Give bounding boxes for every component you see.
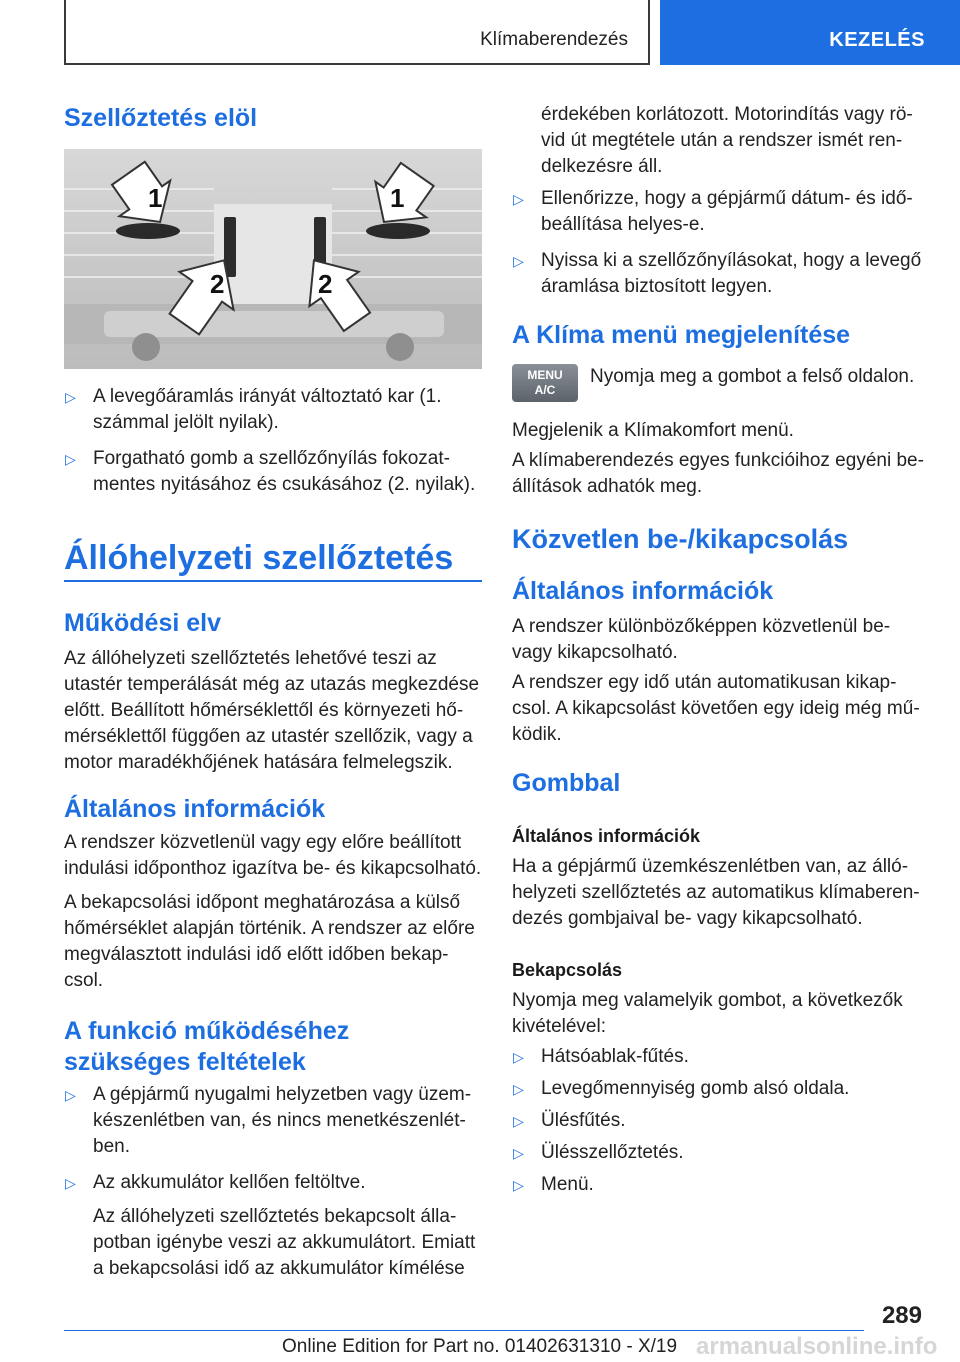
- general-paragraph-2: A bekapcsolási időpont meghatározása a külső hőmérséklet alapján történik. A rendszer az előre megválasztott indulási idő előtt időben bekap-csol.: [64, 892, 475, 991]
- footer-divider: [64, 1330, 864, 1331]
- image-label-1-right: 1: [390, 183, 405, 213]
- direct-title: Közvetlen be-/kikapcsolás: [512, 524, 849, 554]
- list-item: ▷ Ellenőrizze, hogy a gépjármű dátum- és idő-beállítása helyes-e.: [513, 188, 913, 235]
- list-item: ▷ Hátsóablak-fűtés.: [512, 1044, 932, 1070]
- on-exception-list: [512, 1044, 932, 1198]
- list-item: ▷ A gépjármű nyugalmi helyzetben vagy üzem-készenlétben van, és nincs menetkészenlét-ben.: [65, 1084, 472, 1157]
- image-label-2-left: 2: [210, 269, 225, 299]
- header-section-title: Klímaberendezés: [480, 29, 628, 50]
- requirements-title: A funkció működéséhez szükséges feltételek: [64, 1017, 350, 1076]
- image-label-2-right: 2: [318, 269, 333, 299]
- vent-image: [64, 149, 482, 369]
- front-vent-title: Szellőztetés elöl: [64, 104, 258, 132]
- button-paragraph: Ha a gépjármű üzemkészenlétben van, az álló-helyzeti szellőztetés az automatikus klímaberen-dezés gombjaival be- vagy kikapcsolható.: [512, 856, 920, 929]
- menu-ac-button-icon: MENU A/C: [512, 364, 578, 402]
- triangle-bullet-icon: ▷: [513, 1049, 524, 1065]
- footer-watermark: armanualsonline.info: [696, 1333, 938, 1360]
- list-item: ▷ Ülésfűtés.: [512, 1108, 932, 1134]
- vent-illustration: [64, 149, 482, 369]
- triangle-bullet-icon: ▷: [513, 1145, 524, 1161]
- button-title: Gombbal: [512, 769, 621, 797]
- triangle-bullet-icon: ▷: [513, 191, 524, 207]
- triangle-bullet-icon: ▷: [513, 1081, 524, 1097]
- general-title-right: Általános információk: [512, 577, 774, 605]
- title-divider: [64, 580, 482, 582]
- triangle-bullet-icon: ▷: [65, 389, 76, 405]
- on-title: Bekapcsolás: [512, 960, 623, 980]
- image-label-1-left: 1: [148, 183, 163, 213]
- principle-title: Működési elv: [64, 609, 221, 637]
- list-item: ▷ A levegőáramlás irányát változtató kar (1. számmal jelölt nyilak).: [65, 386, 442, 433]
- requirements-list: [64, 1082, 482, 1282]
- main-title: Állóhelyzeti szellőztetés: [64, 539, 454, 577]
- general-title-left: Általános információk: [64, 795, 326, 823]
- direct-paragraph-2: A rendszer egy idő után automatikusan kikap-csol. A kikapcsolást követően egy ideig még mű-ködik.: [512, 672, 920, 745]
- triangle-bullet-icon: ▷: [65, 1175, 76, 1191]
- page-number: 289: [881, 1302, 922, 1329]
- triangle-bullet-icon: ▷: [513, 1177, 524, 1193]
- list-item: ▷ Menü.: [512, 1172, 932, 1198]
- list-item: ▷ Ülésszellőztetés.: [512, 1140, 932, 1166]
- requirements-continuation: érdekében korlátozott. Motorindítás vagy rö-vid út megtétele után a rendszer ismét ren-delkezésre áll.: [541, 104, 913, 177]
- triangle-bullet-icon: ▷: [65, 451, 76, 467]
- list-item: ▷ Levegőmennyiség gomb alsó oldala.: [512, 1076, 932, 1102]
- menu-press-text: Nyomja meg a gombot a felső oldalon.: [590, 366, 915, 387]
- menu-title: A Klíma menü megjelenítése: [512, 321, 851, 349]
- button-subtitle: Általános információk: [512, 826, 701, 846]
- list-item: ▷ Nyissa ki a szellőzőnyílásokat, hogy a levegő áramlása biztosított legyen.: [513, 250, 922, 297]
- principle-text: Az állóhelyzeti szellőztetés lehetővé teszi az utastér temperálását még az utazás megkezdése előtt. Beállított hőmérséklettől és környezeti hő-mérséklettől függően az utastér szellőzik, vagy a motor maradékhőjének hatására felmelegszik.: [64, 648, 480, 773]
- requirements-list-cont: [512, 186, 932, 300]
- list-item-continuation: Az állóhelyzeti szellőztetés bekapcsolt álla-potban igénybe veszi az akkumulátort. Emiatt a bekapcsolási idő az akkumulátor kímélése: [93, 1206, 476, 1279]
- footer-edition: Online Edition for Part no. 01402631310 - X/19: [282, 1336, 678, 1357]
- header-tab-label: KEZELÉS: [829, 29, 925, 51]
- header-tab[interactable]: [660, 0, 960, 65]
- general-paragraph-1: A rendszer közvetlenül vagy egy előre beállított indulási időponthoz igazítva be- és kikapcsolható.: [64, 832, 482, 879]
- direct-paragraph-1: A rendszer különbözőképpen közvetlenül be- vagy kikapcsolható.: [512, 616, 891, 663]
- front-vent-bullets: [64, 384, 482, 498]
- header-section-box: [64, 0, 650, 65]
- list-item: ▷ Az akkumulátor kellően feltöltve.: [64, 1170, 482, 1196]
- list-item: ▷ Forgatható gomb a szellőzőnyílás fokozat-mentes nyitásához és csukásához (2. nyilak).: [65, 448, 476, 495]
- menu-paragraph-2: A klímaberendezés egyes funkcióihoz egyéni be-állítások adhatók meg.: [512, 450, 924, 497]
- triangle-bullet-icon: ▷: [65, 1087, 76, 1103]
- triangle-bullet-icon: ▷: [513, 1113, 524, 1129]
- triangle-bullet-icon: ▷: [513, 253, 524, 269]
- menu-paragraph-1: Megjelenik a Klímakomfort menü.: [512, 420, 794, 441]
- on-paragraph: Nyomja meg valamelyik gombot, a következők kivételével:: [512, 990, 903, 1037]
